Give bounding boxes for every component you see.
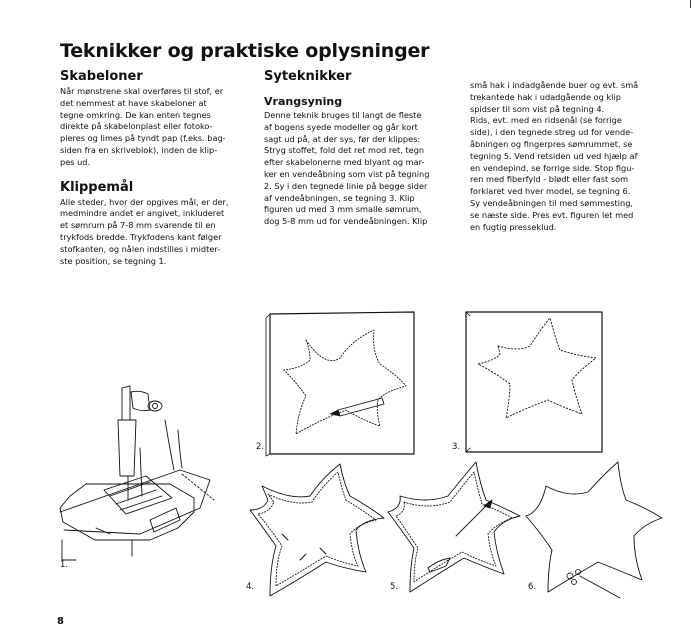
figure-label-2: 2.	[256, 442, 265, 452]
text-line: Denne teknik bruges til langt de fleste	[264, 110, 422, 120]
subheading-vrangsyning: Vrangsyning	[264, 95, 343, 108]
text-line: tegning 5. Vend retsiden ud ved hjælp af	[470, 150, 638, 161]
text-line: et sømrum på 7-8 mm svarende til en	[60, 220, 216, 231]
text-line: spidser til som vist på tegning 4.	[470, 103, 605, 114]
text-line: forklaret ved hver model, se tegning 6.	[470, 186, 631, 197]
text-line: pieres og limes på tyndt pap (f.eks. bag-	[60, 133, 226, 144]
text-line: ste position, se tegning 1.	[60, 255, 167, 266]
text-line: Sy vendeåbningen til med sømmesting,	[470, 197, 634, 208]
text-line: siden fra en skriveblok), inden de klip-	[60, 144, 218, 155]
text-line: trekantede hak i udadgående og klip	[470, 91, 621, 102]
sewing-machine-illustration	[60, 386, 214, 560]
figure-label-6: 6.	[528, 582, 537, 592]
text-line: Alle steder, hvor der opgives mål, er der,	[60, 196, 229, 207]
text-line: en fugtig presseklud.	[470, 221, 557, 232]
page-title: Teknikker og praktiske oplysninger	[60, 40, 430, 62]
text-line: 2. Sy i den tegnede linie på begge sider	[264, 180, 428, 191]
text-line: en vendepind, se forrige side. Stop figu-	[470, 162, 635, 173]
text-line: ker en vendeåbning som vist på tegning	[264, 168, 430, 179]
text-line: direkte på skabelonplast eller fotoko-	[60, 121, 213, 132]
text-line: sagt ud på, at der sys, før der klippes:	[264, 133, 421, 144]
text-line: af vendeåbningen, se tegning 3. Klip	[264, 192, 415, 203]
text-line: åbningen og fingerpres sømrummet, se	[470, 138, 633, 149]
text-line: dog 5-8 mm ud for vendeåbningen. Klip	[264, 216, 428, 227]
fabric-square-dotted-star	[266, 312, 414, 456]
text-line: se næste side. Pres evt. figuren let med	[470, 209, 634, 220]
text-line: Stryg stoffet, fold det ret mod ret, tegn	[264, 145, 425, 156]
fabric-square-stitched-star	[466, 312, 602, 452]
cutout-star-notched	[250, 464, 384, 596]
text-line: trykfods bredde. Trykfodens kant følger	[60, 231, 222, 242]
figure-label-4: 4.	[246, 582, 255, 592]
figure-label-5: 5.	[390, 582, 399, 592]
text-line: Når mønstrene skal overføres til stof, er	[60, 86, 224, 96]
text-line: tegne omkring. De kan enten tegnes	[60, 109, 211, 120]
text-line: Rids, evt. med en ridsenål (se forrige	[470, 115, 622, 126]
text-line: efter skabelonerne med blyant og mar-	[264, 157, 425, 168]
figure-label-1: 1.	[60, 560, 69, 570]
text-line: det nemmest at have skabeloner at	[60, 97, 207, 108]
text-line: pes ud.	[60, 156, 91, 167]
text-line: medmindre andet er angivet, inkluderet	[60, 208, 225, 219]
stuffed-star	[526, 462, 662, 598]
text-line: stofkanten, og nålen indstilles i midter-	[60, 243, 221, 254]
text-line: ren med fiberfyld - blødt eller fast som	[470, 174, 629, 185]
heading-syteknikker: Syteknikker	[264, 69, 352, 84]
text-line: af bogens syede modeller og går kort	[264, 121, 418, 132]
page-number: 8	[57, 616, 64, 627]
figure-label-3: 3.	[452, 442, 461, 452]
text-line: side), i den tegnede streg ud for vende-	[470, 127, 634, 138]
heading-klippemaal: Klippemål	[60, 179, 134, 195]
text-line: figuren ud med 3 mm smalle sømrum,	[264, 204, 422, 215]
text-line: små hak i indadgående buer og evt. små	[470, 80, 639, 90]
heading-skabeloner: Skabeloner	[60, 69, 143, 84]
cutout-star-with-needle	[388, 462, 520, 592]
